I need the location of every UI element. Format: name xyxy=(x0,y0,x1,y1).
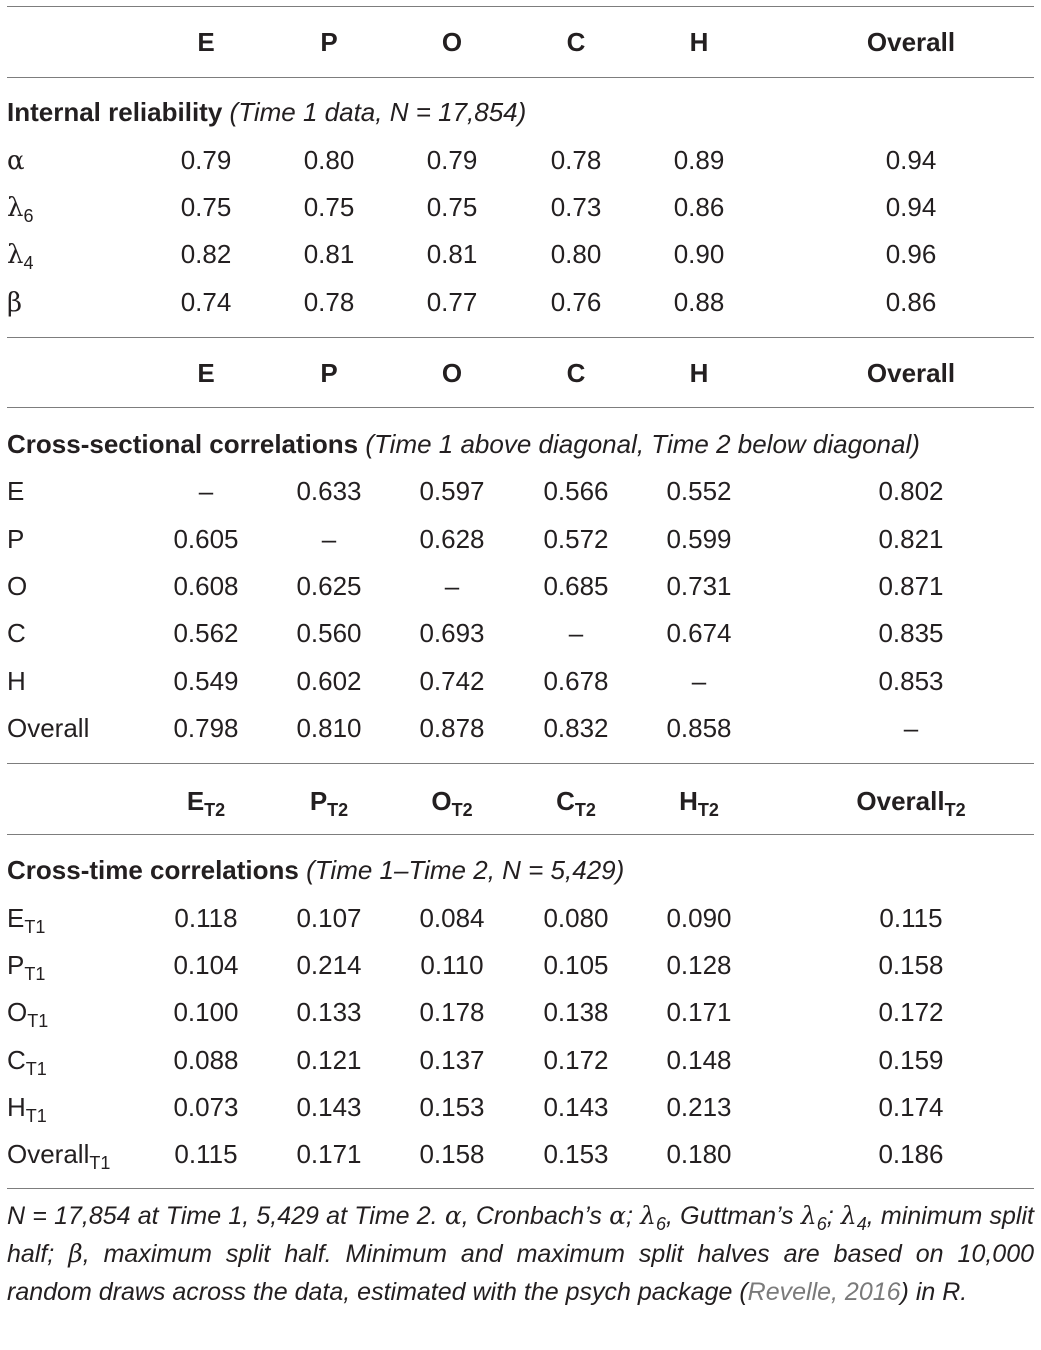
cell-o: 0.77 xyxy=(426,287,478,317)
note-text: ) in R. xyxy=(900,1278,968,1306)
table-row xyxy=(7,234,1034,274)
note-text: ; xyxy=(625,1202,641,1230)
col-header-e: E xyxy=(197,27,215,57)
cell-c: 0.153 xyxy=(543,1139,609,1169)
row-label xyxy=(7,1134,110,1174)
cell-e: 0.605 xyxy=(173,524,239,554)
table-row xyxy=(7,992,1034,1032)
cell-h: 0.674 xyxy=(666,618,732,648)
cell-overall: 0.159 xyxy=(878,1045,944,1075)
cell-e: 0.100 xyxy=(173,997,239,1027)
cell-overall: 0.186 xyxy=(878,1139,944,1169)
table-top-rule xyxy=(7,6,1034,7)
cell-overall: 0.86 xyxy=(885,287,937,317)
col-header-subscript: T2 xyxy=(697,800,719,820)
cell-o: 0.81 xyxy=(426,239,478,269)
table-row xyxy=(7,282,1034,322)
note-text: N = 17,854 at Time 1, 5,429 at Time 2. xyxy=(7,1202,445,1230)
col-header-subscript: T2 xyxy=(204,800,226,820)
cell-h: 0.213 xyxy=(666,1092,732,1122)
col-header-c: C xyxy=(566,358,586,388)
cell-o: 0.153 xyxy=(419,1092,485,1122)
table-row xyxy=(7,566,1034,606)
table-row xyxy=(7,1087,1034,1127)
table-row xyxy=(7,519,1034,559)
cell-o: 0.75 xyxy=(426,192,478,222)
cell-h: – xyxy=(691,666,707,696)
cell-o: 0.110 xyxy=(420,950,484,980)
row-label xyxy=(7,140,25,180)
header-rule-3 xyxy=(7,834,1034,835)
section-3-subtitle: (Time 1–Time 2, N = 5,429) xyxy=(306,855,625,885)
cell-e: 0.79 xyxy=(180,145,232,175)
col-header-e: E xyxy=(197,358,215,388)
table-row xyxy=(7,708,1034,748)
col-header-h: H xyxy=(689,27,709,57)
cell-p: 0.75 xyxy=(303,192,355,222)
cell-e: 0.104 xyxy=(173,950,239,980)
row-label xyxy=(7,282,22,322)
column-header-row-1 xyxy=(7,22,1034,62)
row-label-subscript: T1 xyxy=(27,1011,49,1031)
col-header-p-t2 xyxy=(277,781,381,821)
section-rule-1 xyxy=(7,337,1034,338)
cell-overall: 0.115 xyxy=(879,903,943,933)
col-header-subscript: T2 xyxy=(574,800,596,820)
cell-e: 0.549 xyxy=(173,666,239,696)
row-label-subscript: 4 xyxy=(23,253,34,273)
table-row xyxy=(7,471,1034,511)
cell-o: – xyxy=(444,571,460,601)
row-label-text: Overall xyxy=(7,713,90,743)
section-rule-2 xyxy=(7,763,1034,764)
row-label-subscript: T1 xyxy=(89,1153,111,1173)
cell-h: 0.86 xyxy=(673,192,725,222)
section-title-cross-time xyxy=(7,850,624,890)
col-header-p: P xyxy=(320,27,338,57)
cell-h: 0.88 xyxy=(673,287,725,317)
col-header-h: H xyxy=(689,358,709,388)
cell-overall: 0.835 xyxy=(878,618,944,648)
row-label-text: C xyxy=(7,618,26,648)
note-text: , Cronbach’s xyxy=(461,1202,610,1230)
row-label xyxy=(7,566,27,606)
cell-p: 0.81 xyxy=(303,239,355,269)
note-subscript: 4 xyxy=(856,1214,867,1234)
cell-e: 0.798 xyxy=(173,713,239,743)
row-label-text: E xyxy=(7,903,25,933)
table-row xyxy=(7,945,1034,985)
cell-h: 0.90 xyxy=(673,239,725,269)
table-bottom-rule xyxy=(7,1188,1034,1189)
cell-p: 0.171 xyxy=(296,1139,362,1169)
row-label-subscript: T1 xyxy=(24,917,46,937)
row-label xyxy=(7,187,34,227)
row-label-text: Overall xyxy=(7,1139,90,1169)
header-rule-2 xyxy=(7,407,1034,408)
table-row xyxy=(7,613,1034,653)
table-row xyxy=(7,661,1034,701)
cell-e: 0.82 xyxy=(180,239,232,269)
col-header-overall: Overall xyxy=(866,358,956,388)
cell-e: 0.073 xyxy=(173,1092,239,1122)
row-label-text: O xyxy=(7,997,28,1027)
section-3-title: Cross-time correlations xyxy=(7,855,299,885)
row-label-text: C xyxy=(7,1045,26,1075)
cell-o: 0.597 xyxy=(419,476,485,506)
cell-overall: 0.853 xyxy=(878,666,944,696)
section-2-title: Cross-sectional correlations xyxy=(7,429,359,459)
cell-p: 0.214 xyxy=(296,950,362,980)
row-label-text: λ xyxy=(7,240,24,270)
cell-e: 0.118 xyxy=(174,903,238,933)
row-label xyxy=(7,898,45,938)
col-header-c: C xyxy=(566,27,586,57)
column-header-row-2 xyxy=(7,353,1034,393)
row-label-text: P xyxy=(7,950,25,980)
cell-o: 0.79 xyxy=(426,145,478,175)
cell-p: 0.602 xyxy=(296,666,362,696)
col-header-subscript: T2 xyxy=(451,800,473,820)
note-symbol: λ xyxy=(840,1201,857,1230)
header-rule-1 xyxy=(7,77,1034,78)
note-text: , Guttman’s xyxy=(666,1202,801,1230)
row-label-text: E xyxy=(7,476,25,506)
row-label-text: β xyxy=(7,288,23,318)
cell-c: 0.138 xyxy=(543,997,609,1027)
cell-overall: 0.871 xyxy=(878,571,944,601)
table-row xyxy=(7,1040,1034,1080)
cell-c: 0.685 xyxy=(543,571,609,601)
cell-o: 0.878 xyxy=(419,713,485,743)
cell-e: 0.088 xyxy=(173,1045,239,1075)
note-symbol: α xyxy=(609,1201,626,1230)
row-label xyxy=(7,471,24,511)
cell-e: 0.115 xyxy=(174,1139,238,1169)
row-label xyxy=(7,992,48,1032)
col-header-p: P xyxy=(320,358,338,388)
section-title-internal-reliability xyxy=(7,92,526,132)
cell-o: 0.137 xyxy=(419,1045,485,1075)
cell-c: 0.572 xyxy=(543,524,609,554)
note-symbol: λ xyxy=(800,1201,817,1230)
note-symbol: λ xyxy=(640,1201,656,1230)
cell-h: 0.148 xyxy=(666,1045,732,1075)
row-label-text: H xyxy=(7,1092,26,1122)
cell-c: 0.172 xyxy=(543,1045,609,1075)
cell-overall: 0.96 xyxy=(885,239,937,269)
col-header-c-t2 xyxy=(524,781,628,821)
cell-overall: 0.174 xyxy=(878,1092,944,1122)
cell-o: 0.693 xyxy=(419,618,485,648)
cell-h: 0.89 xyxy=(673,145,725,175)
cell-o: 0.628 xyxy=(419,524,485,554)
section-1-title: Internal reliability xyxy=(7,97,223,127)
note-subscript: 6 xyxy=(816,1214,827,1234)
cell-c: 0.76 xyxy=(550,287,602,317)
cell-overall: – xyxy=(903,713,919,743)
col-header-text: E xyxy=(186,786,205,816)
row-label-text: P xyxy=(7,524,25,554)
row-label xyxy=(7,661,26,701)
col-header-text: H xyxy=(679,786,698,816)
table-row xyxy=(7,187,1034,227)
cell-c: 0.080 xyxy=(543,903,609,933)
cell-p: 0.633 xyxy=(296,476,362,506)
section-title-cross-sectional xyxy=(7,424,920,464)
table-row xyxy=(7,140,1034,180)
section-2-subtitle: (Time 1 above diagonal, Time 2 below diagonal) xyxy=(365,429,920,459)
note-symbol: α xyxy=(444,1201,462,1230)
col-header-overall: Overall xyxy=(866,27,956,57)
cell-c: 0.78 xyxy=(550,145,602,175)
cell-o: 0.178 xyxy=(419,997,485,1027)
cell-p: 0.121 xyxy=(296,1045,362,1075)
cell-p: 0.78 xyxy=(303,287,355,317)
cell-c: 0.832 xyxy=(543,713,609,743)
row-label-text: λ xyxy=(7,193,24,223)
note-subscript: 6 xyxy=(656,1214,667,1234)
cell-c: 0.678 xyxy=(543,666,609,696)
section-1-subtitle: (Time 1 data, N = 17,854) xyxy=(229,97,527,127)
cell-p: 0.143 xyxy=(296,1092,362,1122)
row-label xyxy=(7,519,24,559)
col-header-subscript: T2 xyxy=(944,800,966,820)
row-label xyxy=(7,945,45,985)
table-row xyxy=(7,1134,1034,1174)
col-header-text: C xyxy=(556,786,575,816)
cell-p: 0.107 xyxy=(296,903,362,933)
cell-overall: 0.94 xyxy=(885,192,937,222)
note-text: ; xyxy=(826,1202,841,1230)
cell-c: 0.73 xyxy=(550,192,602,222)
row-label xyxy=(7,1040,47,1080)
cell-overall: 0.172 xyxy=(878,997,944,1027)
cell-h: 0.599 xyxy=(666,524,732,554)
col-header-h-t2 xyxy=(647,781,751,821)
cell-p: 0.560 xyxy=(296,618,362,648)
col-header-o-t2 xyxy=(400,781,504,821)
row-label-subscript: T1 xyxy=(24,964,46,984)
col-header-text: O xyxy=(431,786,452,816)
row-label xyxy=(7,708,89,748)
cell-o: 0.158 xyxy=(419,1139,485,1169)
row-label-text: O xyxy=(7,571,28,601)
cell-p: – xyxy=(321,524,337,554)
col-header-overall-t2 xyxy=(827,781,995,821)
col-header-text: P xyxy=(309,786,328,816)
cell-h: 0.128 xyxy=(666,950,732,980)
note-text: , minimum split half; xyxy=(7,1202,1034,1268)
cell-c: 0.566 xyxy=(543,476,609,506)
col-header-subscript: T2 xyxy=(327,800,349,820)
cell-c: – xyxy=(568,618,584,648)
cell-h: 0.552 xyxy=(666,476,732,506)
row-label-subscript: T1 xyxy=(25,1106,47,1126)
row-label xyxy=(7,234,34,274)
cell-overall: 0.802 xyxy=(878,476,944,506)
cell-o: 0.742 xyxy=(419,666,485,696)
cell-h: 0.090 xyxy=(666,903,732,933)
cell-c: 0.80 xyxy=(550,239,602,269)
row-label-subscript: T1 xyxy=(25,1059,47,1079)
cell-e: 0.562 xyxy=(173,618,239,648)
citation-link[interactable]: Revelle, 2016 xyxy=(747,1278,901,1306)
cell-e: – xyxy=(198,476,214,506)
cell-o: 0.084 xyxy=(419,903,485,933)
row-label xyxy=(7,1087,47,1127)
col-header-text: Overall xyxy=(856,786,945,816)
cell-p: 0.133 xyxy=(296,997,362,1027)
row-label xyxy=(7,613,26,653)
table-footnote xyxy=(7,1197,1034,1311)
row-label-text: α xyxy=(7,146,25,176)
cell-h: 0.858 xyxy=(666,713,732,743)
row-label-subscript: 6 xyxy=(23,206,34,226)
cell-e: 0.74 xyxy=(180,287,232,317)
col-header-e-t2 xyxy=(154,781,258,821)
col-header-o: O xyxy=(441,358,463,388)
cell-p: 0.80 xyxy=(303,145,355,175)
cell-h: 0.171 xyxy=(666,997,732,1027)
cell-overall: 0.158 xyxy=(878,950,944,980)
cell-h: 0.731 xyxy=(666,571,732,601)
cell-overall: 0.94 xyxy=(885,145,937,175)
cell-p: 0.625 xyxy=(296,571,362,601)
table-row xyxy=(7,898,1034,938)
cell-c: 0.143 xyxy=(543,1092,609,1122)
column-header-row-3 xyxy=(7,781,1034,821)
cell-h: 0.180 xyxy=(666,1139,732,1169)
cell-e: 0.75 xyxy=(180,192,232,222)
cell-overall: 0.821 xyxy=(878,524,944,554)
cell-p: 0.810 xyxy=(296,713,362,743)
note-text: , maximum split half. Minimum and maximum split halves are based on 10,000 random draws across the data, estimated with the psych package ( xyxy=(7,1240,1035,1306)
note-symbol: β xyxy=(68,1239,83,1268)
row-label-text: H xyxy=(7,666,26,696)
cell-c: 0.105 xyxy=(543,950,609,980)
cell-e: 0.608 xyxy=(173,571,239,601)
col-header-o: O xyxy=(441,27,463,57)
